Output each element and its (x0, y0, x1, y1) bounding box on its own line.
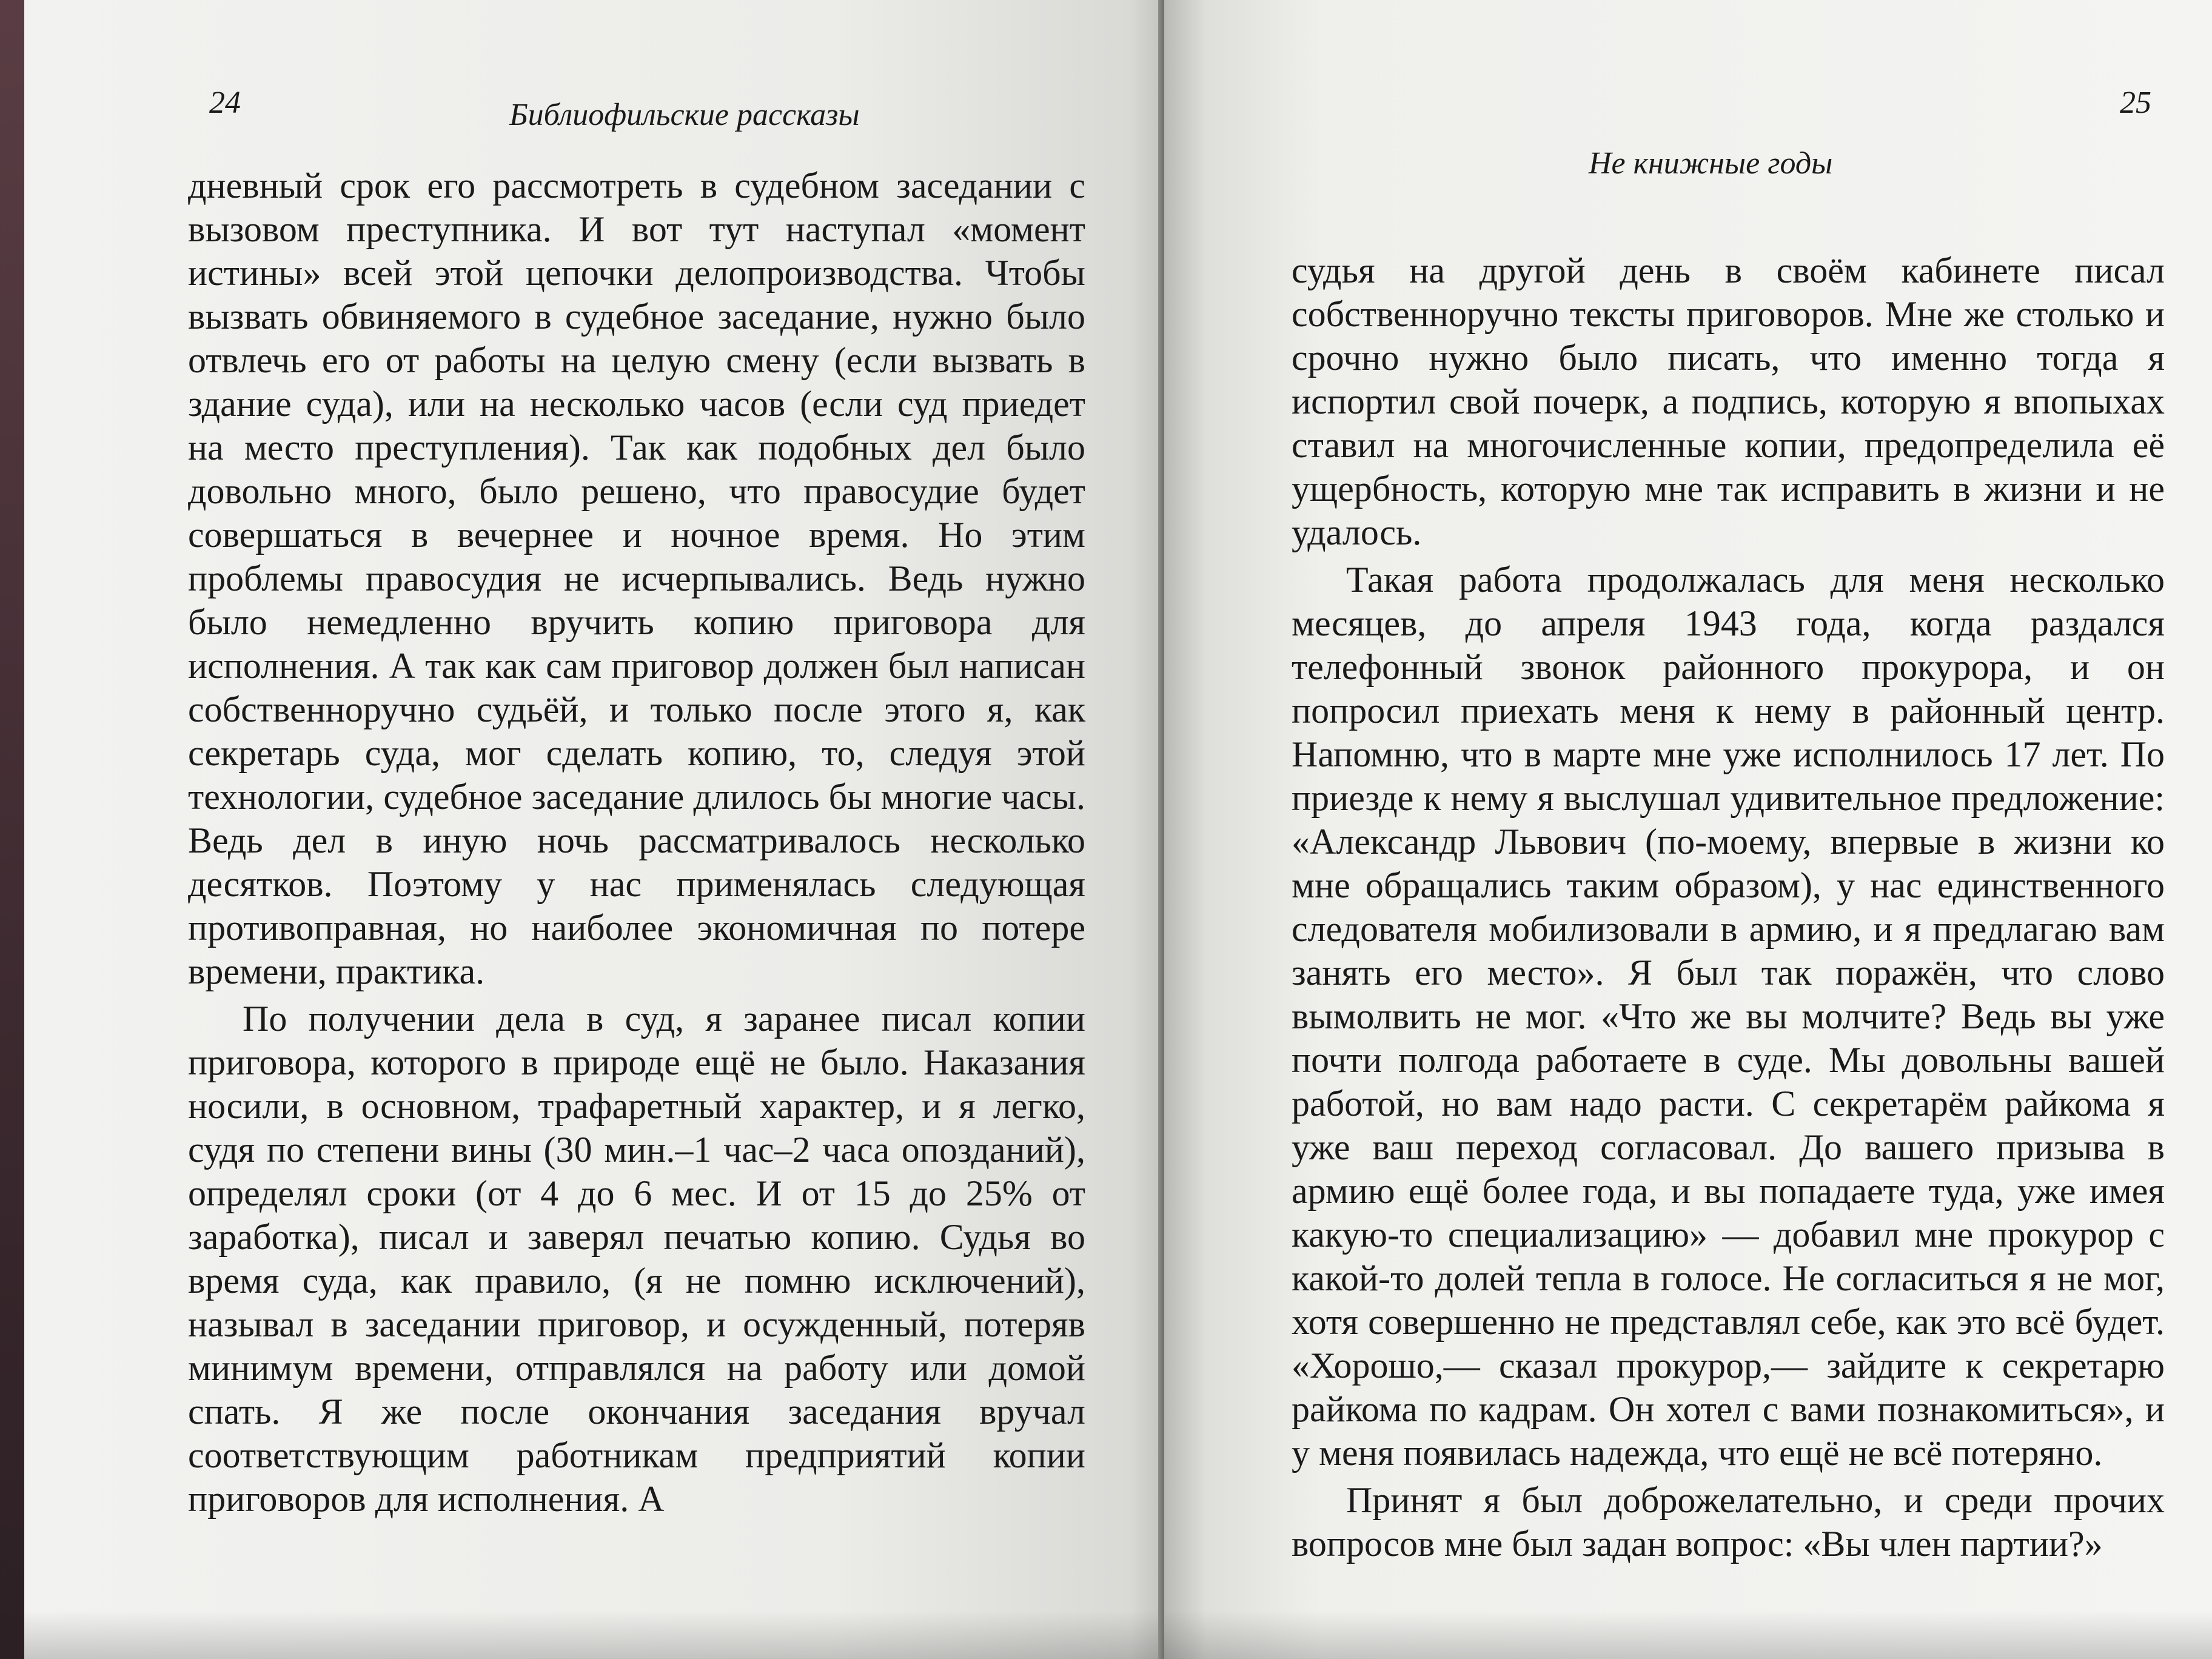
paragraph: По получении дела в суд, я заранее писал копии приговора, которого в природе ещё не было. Наказания носили, в основном, трафаретный характер, и я легко, судя по степени вины (30 мин.–1 час–2 часа опозданий), определял сроки (от 4 до 6 мес. И от 15 до 25% от заработка), писал и заверял печатью копию. Судья во время суда, как правило, (я не помню исключений), называл в заседании приговор, и осужденный, потеряв минимум времени, отправлялся на работу или домой спать. Я же после окончания заседания вручал соответствующим работникам предприятий копии приговоров для исполнения. А (188, 999, 1085, 1519)
body-text (188, 164, 1085, 1521)
paragraph: судья на другой день в своём кабинете писал собственноручно тексты приговоров. Мне же столько и срочно нужно было писать, что именно тогда я испортил свой почерк, а подпись, которую я впопыхах ставил на многочисленные копии, предопределила её ущербность, которую мне так исправить в жизни и не удалось. (1292, 250, 2165, 552)
paragraph: Такая работа продолжалась для меня несколько месяцев, до апреля 1943 года, когда раздался телефонный звонок районного прокурора, и он попросил приехать меня к нему в районный центр. Напомню, что в марте мне уже исполнилось 17 лет. По приезде к нему я выслушал удивительное предложение: «Александр Львович (по-моему, впервые в жизни ко мне обращались таким образом), у нас единственного следователя мобилизовали в армию, и я предлагаю вам занять его место». Я был так поражён, что слово вымолвить не мог. «Что же вы молчите? Ведь вы уже почти полгода работаете в суде. Мы довольны вашей работой, но вам надо расти. С секретарём райкома я уже ваш переход согласовал. До вашего призыва в армию ещё более года, и вы попадаете туда, уже имея какую-то специализацию» — добавил мне прокурор с какой-то долей тепла в голосе. Не согласиться я не мог, хотя совершенно не представлял себе, как это всё будет. «Хорошо,— сказал прокурор,— зайдите к секретарю райкома по кадрам. Он хотел с вами познакомиться», и у меня появилась надежда, что ещё не всё потеряно. (1292, 560, 2165, 1473)
running-head: Библиофильские рассказы (509, 98, 860, 132)
paragraph: дневный срок его рассмотреть в судебном заседании с вызовом преступника. И вот тут наступал «момент истины» всей этой цепочки делопроизводства. Чтобы вызвать обвиняемого в судебное заседание, нужно было отвлечь его от работы на целую смену (если вызвать в здание суда), или на несколько часов (если суд приедет на место преступления). Так как подобных дел было довольно много, было решено, что правосудие будет совершаться в вечернее и ночное время. Но этим проблемы правосудия не исчерпывались. Ведь нужно было немедленно вручить копию приговора для исполнения. А так как сам приговор должен был написан собственноручно судьёй, и только после этого я, как секретарь суда, мог сделать копию, то, следуя этой технологии, судебное заседание длилось бы многие часы. Ведь дел в иную ночь рассматривалось несколько десятков. Поэтому у нас применялась следующая противоправная, но наиболее экономичная по потере времени, практика. (188, 166, 1085, 991)
body-text (1292, 249, 2165, 1566)
right-page (1164, 0, 2212, 1659)
left-page (24, 0, 1176, 1659)
page-number: 25 (2120, 85, 2151, 120)
page-shadow (1164, 1610, 2212, 1659)
paragraph: Принят я был доброжелательно, и среди прочих вопросов мне был задан вопрос: «Вы член партии?» (1292, 1480, 2165, 1564)
page-number: 24 (209, 85, 241, 120)
page-shadow (24, 1610, 1176, 1659)
open-book (24, 0, 2212, 1659)
running-head: Не книжные годы (1589, 146, 1833, 181)
